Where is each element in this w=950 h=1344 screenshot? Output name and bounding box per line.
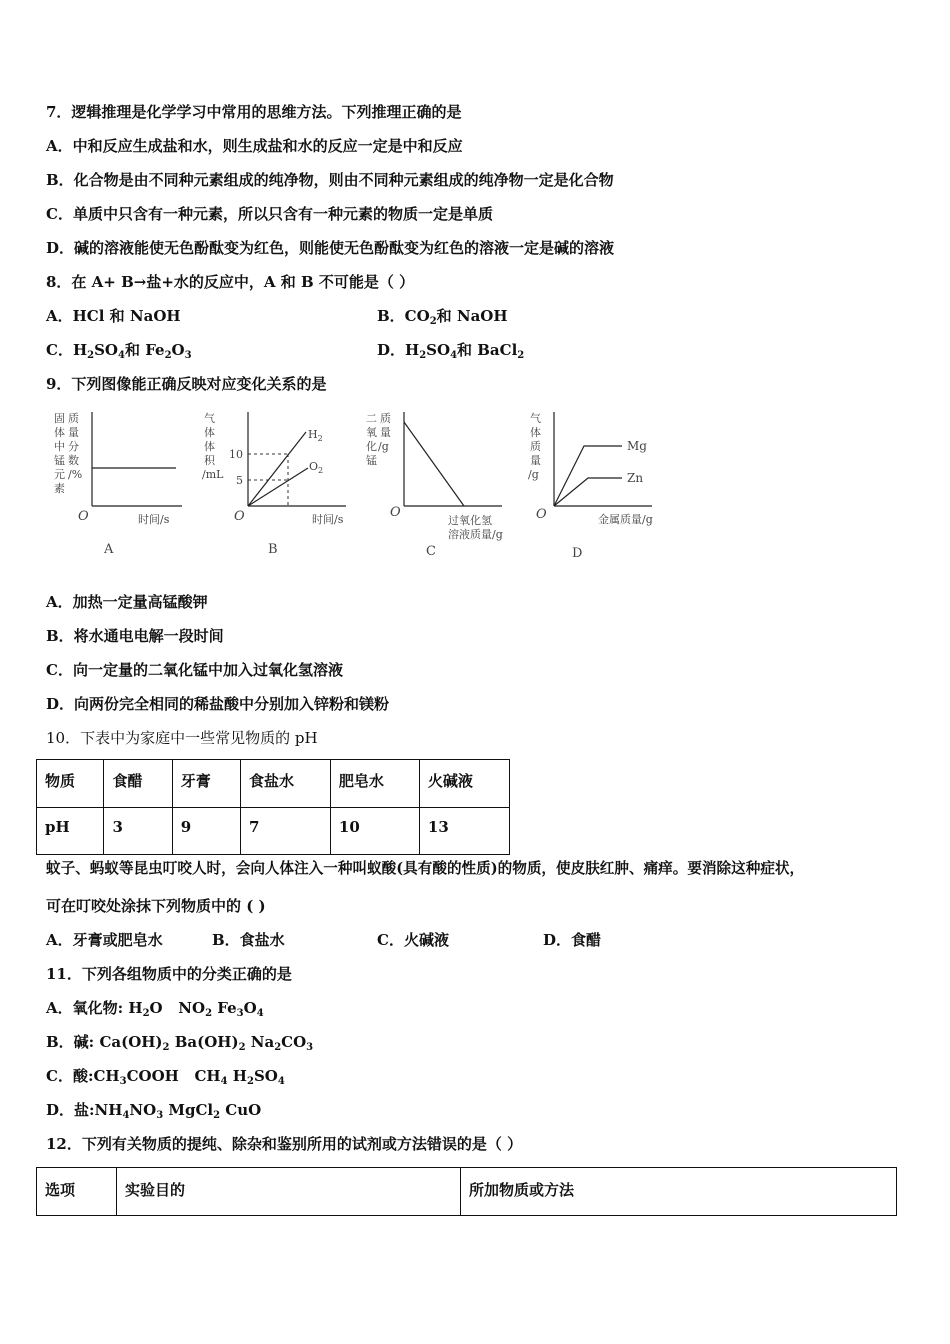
- q8-option-c: C．$H_2SO_4$和 $Fe_2O_3$: [46, 341, 192, 361]
- graph-a-origin: O: [78, 509, 89, 524]
- q7-option-a: A．中和反应生成盐和水，则生成盐和水的反应一定是中和反应: [46, 137, 463, 155]
- svg-text:中: 中: [54, 440, 65, 453]
- q10-header-cell: 食醋: [104, 760, 172, 808]
- q10-value-cell: 13: [419, 808, 509, 855]
- q8-option-a: A．HCl 和 NaOH: [46, 307, 181, 325]
- svg-text:分: 分: [68, 440, 79, 453]
- svg-text:/g: /g: [378, 440, 389, 453]
- svg-text:/mL: /mL: [202, 468, 224, 481]
- q12-table-header-row: [37, 1168, 897, 1216]
- q10-header-cell: 火碱液: [419, 760, 509, 808]
- graph-d-zn-label: Zn: [627, 471, 644, 485]
- svg-text:体: 体: [530, 426, 541, 439]
- graph-b-xlabel: 时间/s: [312, 513, 344, 526]
- graph-b: [196, 408, 366, 563]
- svg-text:体: 体: [204, 440, 215, 453]
- q9-stem: 9．下列图像能正确反映对应变化关系的是: [46, 375, 327, 393]
- q9-option-c: C．向一定量的二氧化锰中加入过氧化氢溶液: [46, 661, 343, 679]
- svg-text:素: 素: [54, 482, 65, 495]
- svg-text:积: 积: [204, 454, 215, 467]
- q12-header-method: 所加物质或方法: [461, 1168, 897, 1216]
- q10-option-b: B．食盐水: [212, 931, 285, 949]
- q10-table-value-row: [37, 808, 510, 855]
- graph-b-h2-line: [248, 432, 306, 506]
- q10-value-cell: 3: [104, 808, 172, 855]
- q10-header-cell: 牙膏: [172, 760, 240, 808]
- graph-d-caption: D: [572, 546, 583, 561]
- q11-option-d: D．盐$:NH_4NO_3$ MgCl$_2$ CuO: [46, 1101, 262, 1121]
- q7-option-d: D．碱的溶液能使无色酚酞变为红色，则能使无色酚酞变为红色的溶液一定是碱的溶液: [46, 239, 615, 257]
- svg-text:/%: /%: [68, 468, 83, 481]
- q8-stem: 8．在 A+ B→盐+水的反应中，A 和 B 不可能是（ ）: [46, 273, 415, 291]
- svg-text:体: 体: [54, 426, 65, 439]
- q9-option-a: A．加热一定量高锰酸钾: [46, 593, 208, 611]
- q10-context-text: 蚊子、蚂蚁等昆虫叮咬人时，会向人体注入一种叫蚁酸(具有酸的性质)的物质，使皮肤红肿、痛痒。要消除这种症状，: [46, 860, 805, 877]
- q10-value-cell: 10: [330, 808, 419, 855]
- graph-b-o2-label: $O_2$: [309, 460, 324, 475]
- svg-text:量: 量: [380, 426, 391, 439]
- q11-option-b: B．碱: $Ca(OH)_2$ $Ba(OH)_2$ $Na_2CO_3$: [46, 1033, 314, 1053]
- q12-table: [36, 1167, 897, 1216]
- graph-d-mg-label: Mg: [627, 439, 647, 453]
- graph-a: [50, 408, 190, 563]
- q9-option-d: D．向两份完全相同的稀盐酸中分别加入锌粉和镁粉: [46, 695, 390, 713]
- graph-d: [522, 408, 672, 563]
- graph-b-tick-10: 10: [229, 448, 243, 461]
- graph-c: [362, 408, 522, 563]
- graph-b-h2-label: $H_2$: [308, 428, 323, 443]
- graph-b-o2-line: [248, 468, 308, 506]
- graph-c-origin: O: [390, 505, 401, 520]
- graph-d-ylabel: 气: [530, 412, 541, 425]
- svg-text:数: 数: [68, 454, 79, 467]
- graph-d-xlabel: 金属质量/g: [598, 513, 653, 526]
- q7-stem: 7．逻辑推理是化学学习中常用的思维方法。下列推理正确的是: [46, 103, 462, 121]
- q10-value-cell: 9: [172, 808, 240, 855]
- graph-b-ylabel: 气: [204, 412, 215, 425]
- graph-c-ylabel: 二: [366, 412, 377, 425]
- svg-text:质: 质: [530, 440, 541, 453]
- graph-b-tick-5: 5: [236, 474, 243, 487]
- q8-option-b: B．$CO_2$和 NaOH: [377, 307, 508, 327]
- q10-table-header-row: [37, 760, 510, 808]
- graph-c-xlabel: 过氧化氢: [448, 514, 492, 527]
- q10-stem: 10．下表中为家庭中一些常见物质的 pH: [46, 729, 318, 747]
- graph-a-xlabel: 时间/s: [138, 513, 170, 526]
- q11-option-a: A．氧化物: $H_2O$ $NO_2$ $Fe_3O_4$: [46, 999, 264, 1019]
- graph-a-ylabel-2: 质: [68, 412, 79, 425]
- q10-option-c: C．火碱液: [377, 931, 449, 949]
- graph-c-ylabel-2: 质: [380, 412, 391, 425]
- graph-a-caption: A: [104, 542, 114, 557]
- q10-header-cell: 食盐水: [240, 760, 330, 808]
- graph-a-ylabel-1: 固: [54, 412, 65, 425]
- q7-option-c: C．单质中只含有一种元素，所以只含有一种元素的物质一定是单质: [46, 205, 493, 223]
- svg-text:体: 体: [204, 426, 215, 439]
- q10-ph-table: [36, 759, 510, 855]
- svg-text:量: 量: [68, 426, 79, 439]
- svg-text:元: 元: [54, 468, 65, 481]
- q10-option-a: A．牙膏或肥皂水: [46, 931, 163, 949]
- svg-text:量: 量: [530, 454, 541, 467]
- q10-option-d: D．食醋: [543, 931, 602, 949]
- q10-value-cell: 7: [240, 808, 330, 855]
- svg-text:/g: /g: [528, 468, 539, 481]
- graph-d-zn-line: [554, 478, 622, 506]
- svg-text:化: 化: [366, 440, 377, 453]
- q8-option-d: D．$H_2SO_4$和 BaCl$_2$: [377, 341, 525, 361]
- q12-header-purpose: 实验目的: [117, 1168, 461, 1216]
- q9-option-b: B．将水通电电解一段时间: [46, 627, 224, 645]
- q10-question-text: 可在叮咬处涂抹下列物质中的 ( ): [46, 897, 266, 915]
- q11-stem: 11．下列各组物质中的分类正确的是: [46, 965, 292, 983]
- svg-text:锰: 锰: [54, 454, 65, 467]
- graph-b-origin: O: [234, 509, 245, 524]
- q11-option-c: C．酸$:CH_3COOH$ $CH_4$ $H_2SO_4$: [46, 1067, 285, 1087]
- graph-c-xlabel-2: 溶液质量/g: [448, 528, 503, 541]
- q12-stem: 12．下列有关物质的提纯、除杂和鉴别所用的试剂或方法错误的是（ ）: [46, 1135, 523, 1153]
- graph-c-line: [404, 422, 464, 506]
- svg-text:氧: 氧: [366, 426, 377, 439]
- graph-b-caption: B: [268, 542, 278, 557]
- q10-header-cell: 物质: [37, 760, 104, 808]
- svg-text:锰: 锰: [366, 454, 377, 467]
- q10-value-cell: pH: [37, 808, 104, 855]
- graph-c-caption: C: [426, 544, 436, 559]
- q10-header-cell: 肥皂水: [330, 760, 419, 808]
- q12-header-option: 选项: [37, 1168, 117, 1216]
- graph-d-origin: O: [536, 507, 547, 522]
- q7-option-b: B．化合物是由不同种元素组成的纯净物，则由不同种元素组成的纯净物一定是化合物: [46, 171, 614, 189]
